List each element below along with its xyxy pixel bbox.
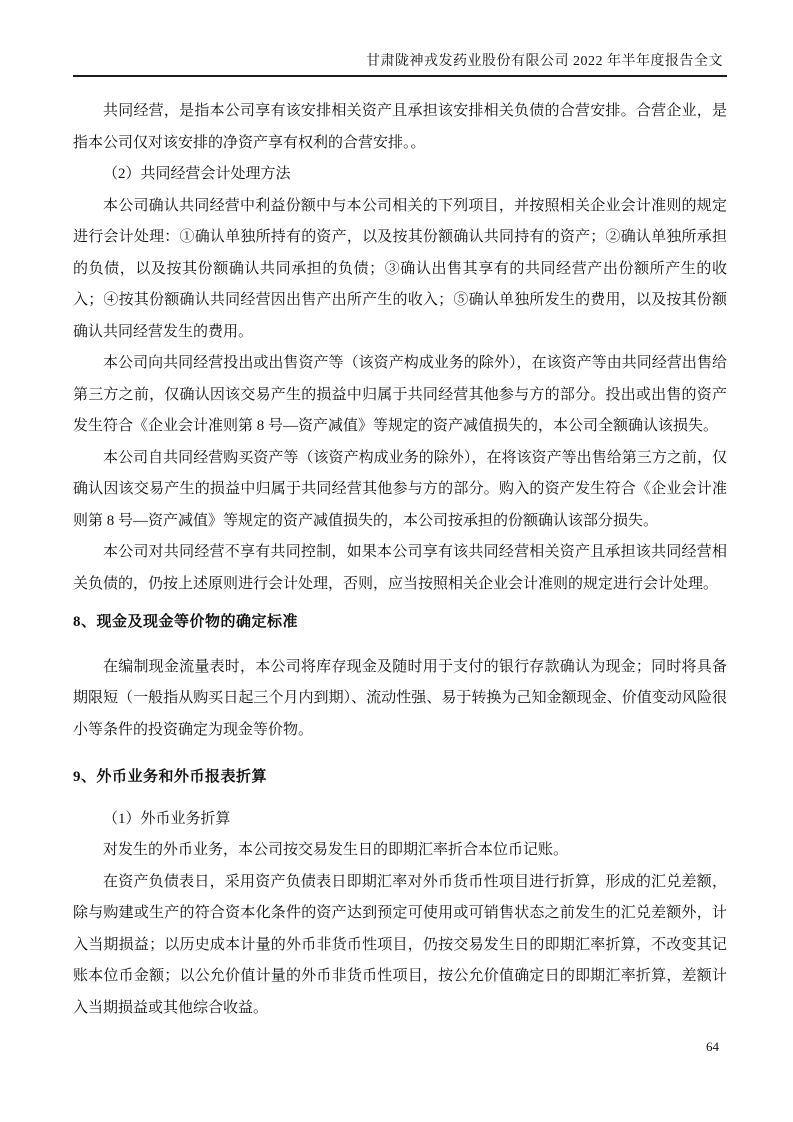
subheading-joint-operation-accounting-method: （2）共同经营会计处理方法: [103, 166, 291, 182]
paragraph-balance-sheet-date-translation: 在资产负债表日，采用资产负债表日即期汇率对外币货币性项目进行折算，形成的汇兑差额，除与购建或生产的符合资本化条件的资产达到预定可使用或可销售状态之前发生的汇兑差额外，计入当期损益；以历史成本计量的外币非货币性项目，仍按交易发生日的即期汇率折算，不改变其记账本位币金额；以公允价值计量的外币非货币性项目，按公允价值确定日的即期汇率折算，差额计入当期损益或其他综合收益。: [73, 873, 727, 1016]
paragraph-no-joint-control: 本公司对共同经营不享有共同控制，如果本公司享有该共同经营相关资产且承担该共同经营相关负债的，仍按上述原则进行会计处理，否则，应当按照相关企业会计准则的规定进行会计处理。: [73, 544, 727, 592]
document-body: [73, 96, 727, 1024]
header-divider: [73, 75, 727, 77]
paragraph-interest-share-items: 本公司确认共同经营中利益份额中与本公司相关的下列项目，并按照相关企业会计准则的规定进行会计处理：①确认单独所持有的资产，以及按其份额确认共同持有的资产；②确认单独所承担的负债，以及按其份额确认共同承担的负债；③确认出售其享有的共同经营产出份额所产生的收入；④按其份额确认共同经营因出售产出所产生的收入；⑤确认单独所发生的费用，以及按其份额确认共同经营发生的费用。: [73, 197, 727, 340]
section-heading-9-foreign-currency: 9、外币业务和外币报表折算: [73, 769, 268, 785]
paragraph-contribute-or-sell-assets: 本公司向共同经营投出或出售资产等（该资产构成业务的除外），在该资产等由共同经营出售给第三方之前，仅确认因该交易产生的损益中归属于共同经营其他参与方的部分。投出或出售的资产发生符合《企业会计准则第 8 号—资产减值》等规定的资产减值损失的，本公司全额确认该损失。: [73, 355, 727, 434]
section-heading-8-cash-equivalents: 8、现金及现金等价物的确定标准: [73, 614, 299, 630]
paragraph-purchase-assets: 本公司自共同经营购买资产等（该资产构成业务的除外），在将该资产等出售给第三方之前，仅确认因该交易产生的损益中归属于共同经营其他参与方的部分。购入的资产发生符合《企业会计准则第 8 号—资产减值》等规定的资产减值损失的，本公司按承担的份额确认该部分损失。: [73, 449, 727, 529]
paragraph-joint-operation-definition: 共同经营，是指本公司享有该安排相关资产且承担该安排相关负债的合营安排。合营企业，是指本公司仅对该安排的净资产享有权利的合营安排。。: [73, 103, 727, 151]
paragraph-foreign-currency-business: 对发生的外币业务，本公司按交易发生日的即期汇率折合本位币记账。: [103, 842, 569, 858]
page-number: 64: [706, 1039, 719, 1054]
paragraph-cash-equivalents-criteria: 在编制现金流量表时，本公司将库存现金及随时用于支付的银行存款确认为现金；同时将具备期限短（一般指从购买日起三个月内到期）、流动性强、易于转换为己知金额现金、价值变动风险很小等条件的投资确定为现金等价物。: [73, 658, 727, 738]
header-title: 甘肃陇神戎发药业股份有限公司 2022 年半年度报告全文: [366, 54, 723, 69]
subheading-foreign-currency-translation: （1）外币业务折算: [103, 810, 231, 827]
